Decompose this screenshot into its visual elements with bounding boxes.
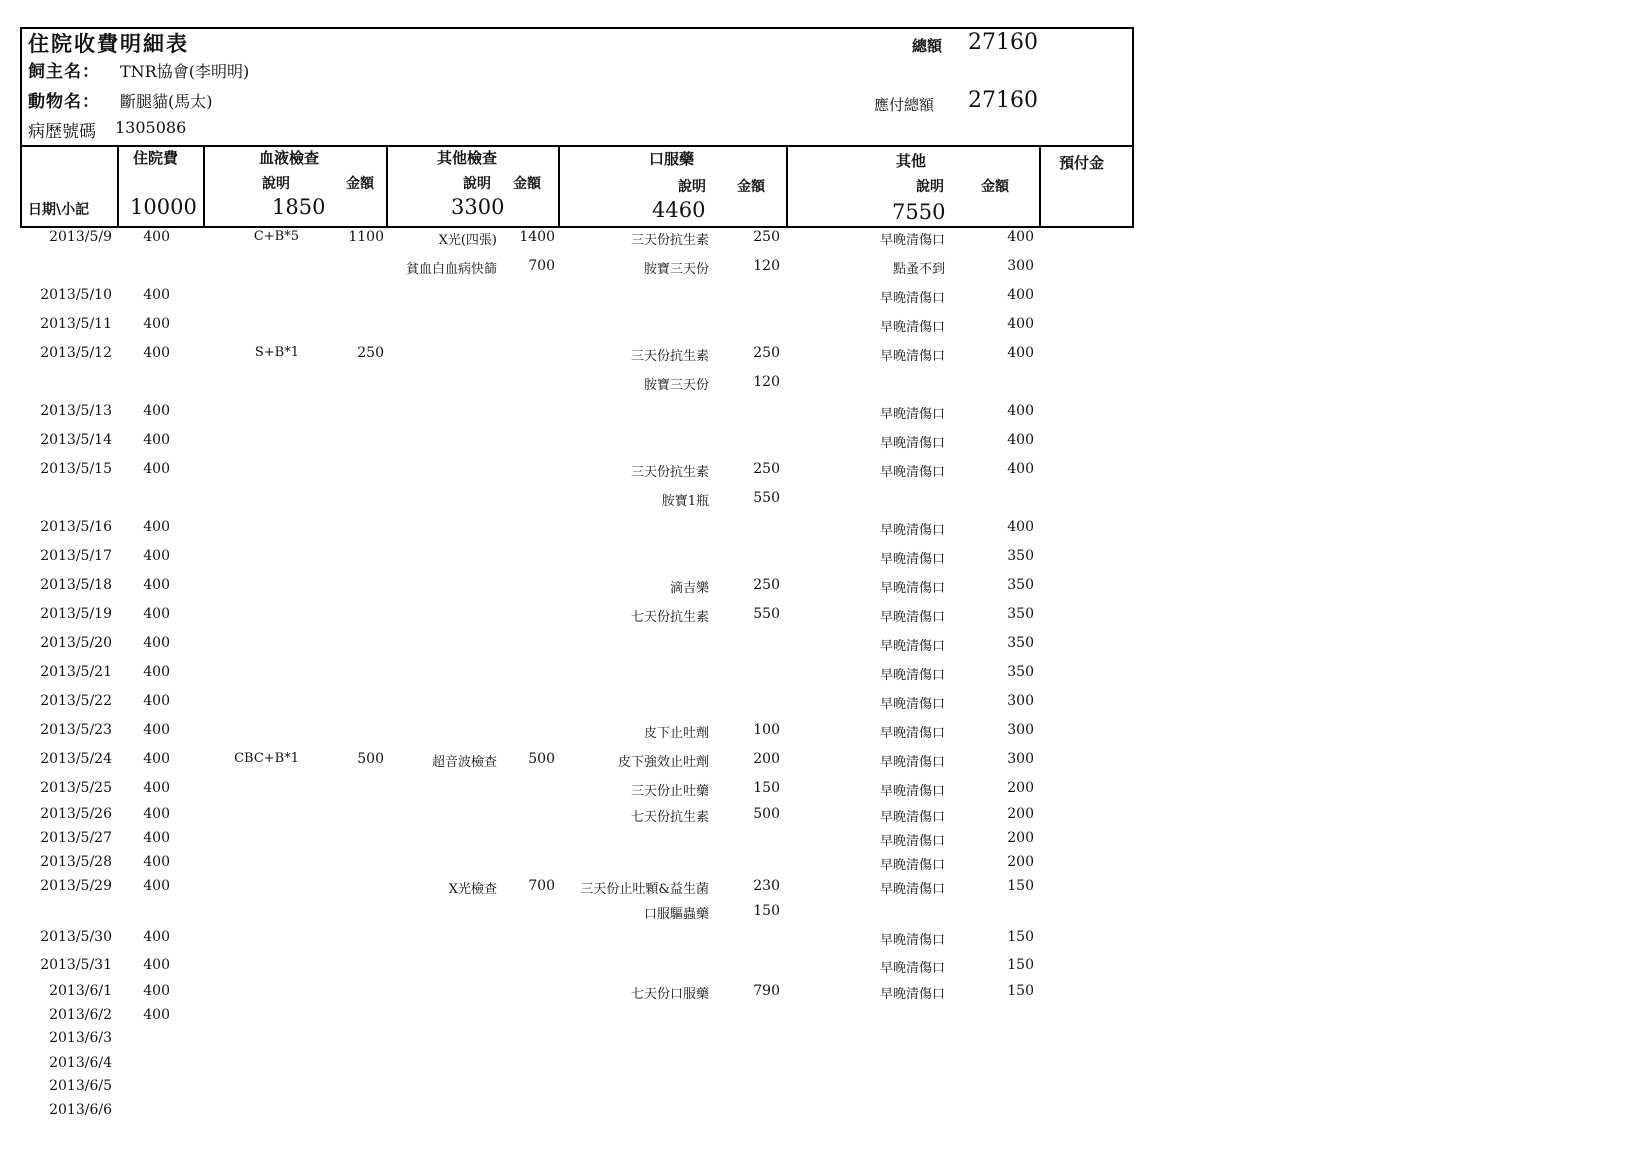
other-amount-cell: 400 <box>1007 519 1034 535</box>
other-exam-amt-label: 金額 <box>513 176 541 192</box>
exam-desc-cell: X光(四張) <box>438 233 497 248</box>
document-title: 住院收費明細表 <box>28 31 189 56</box>
other-amount-cell: 200 <box>1007 854 1034 870</box>
other-amount-cell: 300 <box>1007 751 1034 767</box>
table-row <box>0 403 1100 423</box>
table-row <box>0 806 1100 826</box>
other-desc-cell: 早晚清傷口 <box>879 810 945 825</box>
table-row <box>0 693 1100 713</box>
oral-amount-cell: 250 <box>753 461 780 477</box>
date-cell: 2013/5/22 <box>40 693 112 709</box>
owner-label: 飼主名： <box>28 62 100 82</box>
oral-amount-cell: 100 <box>753 722 780 738</box>
oral-amount-cell: 200 <box>753 751 780 767</box>
other-amount-cell: 150 <box>1007 878 1034 894</box>
other-amount-cell: 400 <box>1007 287 1034 303</box>
hospital-fee-cell: 400 <box>143 548 170 564</box>
hospital-fee-cell: 400 <box>143 751 170 767</box>
other-desc-cell: 早晚清傷口 <box>879 291 945 306</box>
oral-desc-cell: 胺寶三天份 <box>643 378 709 393</box>
oral-amount-cell: 250 <box>753 229 780 245</box>
hospital-fee-cell: 400 <box>143 664 170 680</box>
table-row <box>0 519 1100 539</box>
date-cell: 2013/5/29 <box>40 878 112 894</box>
oral-desc-cell: 三天份抗生素 <box>630 233 709 248</box>
total-value: 27160 <box>968 30 1038 55</box>
oral-amount-cell: 250 <box>753 577 780 593</box>
date-cell: 2013/5/18 <box>40 577 112 593</box>
other-exam-label: 其他檢查 <box>437 149 498 167</box>
record-label: 病歷號碼 <box>28 122 96 142</box>
oral-desc-cell: 七天份抗生素 <box>630 610 709 625</box>
other-desc-cell: 早晚清傷口 <box>879 581 945 596</box>
col-divider <box>386 145 388 228</box>
date-cell: 2013/5/17 <box>40 548 112 564</box>
other-desc-cell: 早晚清傷口 <box>879 882 945 897</box>
other-desc-cell: 早晚清傷口 <box>879 349 945 364</box>
other-desc-cell: 早晚清傷口 <box>879 834 945 849</box>
col-divider <box>1039 145 1041 228</box>
oral-desc-cell: 七天份抗生素 <box>630 810 709 825</box>
other-desc-cell: 早晚清傷口 <box>879 784 945 799</box>
other-desc-cell: 點蚤不到 <box>892 262 945 277</box>
other-amount-cell: 150 <box>1007 929 1034 945</box>
hospital-fee-cell: 400 <box>143 693 170 709</box>
table-row <box>0 635 1100 655</box>
date-cell: 2013/5/25 <box>40 780 112 796</box>
oral-amount-cell: 250 <box>753 345 780 361</box>
table-row <box>0 374 1100 394</box>
date-cell: 2013/5/14 <box>40 432 112 448</box>
blood-amt-label: 金額 <box>346 176 374 192</box>
date-cell: 2013/5/24 <box>40 751 112 767</box>
date-cell: 2013/6/2 <box>49 1007 112 1023</box>
table-row <box>0 577 1100 597</box>
hospital-fee-cell: 400 <box>143 635 170 651</box>
other-amount-cell: 400 <box>1007 403 1034 419</box>
oral-desc-cell: 皮下強效止吐劑 <box>617 755 709 770</box>
blood-desc-label: 說明 <box>262 176 290 192</box>
table-row <box>0 1030 1100 1050</box>
oral-amount-cell: 150 <box>753 903 780 919</box>
other-amount-cell: 350 <box>1007 606 1034 622</box>
other-amount-cell: 350 <box>1007 548 1034 564</box>
other-amount-cell: 400 <box>1007 316 1034 332</box>
total-label: 總額 <box>912 37 943 55</box>
hospital-fee-cell: 400 <box>143 722 170 738</box>
table-row <box>0 1055 1100 1075</box>
hospital-fee-cell: 400 <box>143 929 170 945</box>
hospital-fee-cell: 400 <box>143 229 170 245</box>
hospital-fee-cell: 400 <box>143 519 170 535</box>
other-desc-cell: 早晚清傷口 <box>879 465 945 480</box>
date-cell: 2013/5/21 <box>40 664 112 680</box>
other-amount-cell: 300 <box>1007 258 1034 274</box>
other-label: 其他 <box>896 152 927 170</box>
oral-amount-cell: 120 <box>753 258 780 274</box>
other-desc-label: 說明 <box>916 179 944 195</box>
other-desc-cell: 早晚清傷口 <box>879 407 945 422</box>
other-amount-cell: 400 <box>1007 432 1034 448</box>
blood-total: 1850 <box>272 195 326 219</box>
hospital-fee-cell: 400 <box>143 878 170 894</box>
other-amount-cell: 400 <box>1007 345 1034 361</box>
other-desc-cell: 早晚清傷口 <box>879 639 945 654</box>
other-amount-cell: 300 <box>1007 693 1034 709</box>
oral-amt-label: 金額 <box>737 179 765 195</box>
date-cell: 2013/5/31 <box>40 957 112 973</box>
oral-desc-cell: 口服驅蟲藥 <box>643 907 709 922</box>
other-desc-cell: 早晚清傷口 <box>879 320 945 335</box>
other-amount-cell: 150 <box>1007 983 1034 999</box>
table-row <box>0 722 1100 742</box>
hospital-fee-cell: 400 <box>143 403 170 419</box>
exam-desc-cell: X光檢查 <box>448 882 497 897</box>
other-desc-cell: 早晚清傷口 <box>879 436 945 451</box>
record-number: 1305086 <box>115 118 187 137</box>
table-row <box>0 548 1100 568</box>
blood-amount-cell: 500 <box>357 751 384 767</box>
oral-desc-cell: 胺寶三天份 <box>643 262 709 277</box>
blood-desc-cell: S+B*1 <box>254 345 299 360</box>
oral-desc-cell: 三天份止吐顆&益生菌 <box>580 882 709 897</box>
col-divider <box>786 145 788 228</box>
oral-amount-cell: 550 <box>753 606 780 622</box>
blood-desc-cell: C+B*5 <box>253 229 299 244</box>
hospital-fee-cell: 400 <box>143 1007 170 1023</box>
table-row <box>0 1102 1100 1122</box>
other-desc-cell: 早晚清傷口 <box>879 523 945 538</box>
oral-desc-cell: 三天份抗生素 <box>630 349 709 364</box>
table-row <box>0 878 1100 898</box>
table-row <box>0 830 1100 850</box>
date-cell: 2013/5/28 <box>40 854 112 870</box>
other-total: 7550 <box>892 200 946 224</box>
oral-med-label: 口服藥 <box>649 150 695 168</box>
table-row <box>0 229 1100 249</box>
exam-amount-cell: 500 <box>528 751 555 767</box>
oral-amount-cell: 230 <box>753 878 780 894</box>
oral-desc-label: 說明 <box>678 179 706 195</box>
date-cell: 2013/6/6 <box>49 1102 112 1118</box>
other-desc-cell: 早晚清傷口 <box>879 552 945 567</box>
other-desc-cell: 早晚清傷口 <box>879 726 945 741</box>
col-divider <box>558 145 560 228</box>
table-row <box>0 751 1100 771</box>
date-cell: 2013/5/20 <box>40 635 112 651</box>
other-desc-cell: 早晚清傷口 <box>879 858 945 873</box>
table-row <box>0 983 1100 1003</box>
hospital-fee-cell: 400 <box>143 345 170 361</box>
other-desc-cell: 早晚清傷口 <box>879 697 945 712</box>
hospital-fee-cell: 400 <box>143 957 170 973</box>
other-exam-total: 3300 <box>451 195 505 219</box>
col-divider <box>117 145 119 228</box>
table-row <box>0 903 1100 923</box>
oral-amount-cell: 150 <box>753 780 780 796</box>
hospital-fee-cell: 400 <box>143 577 170 593</box>
table-row <box>0 929 1100 949</box>
table-row <box>0 258 1100 278</box>
date-col-label: 日期\小記 <box>28 202 90 218</box>
blood-amount-cell: 1100 <box>348 229 384 245</box>
table-row <box>0 316 1100 336</box>
date-cell: 2013/5/23 <box>40 722 112 738</box>
hospital-fee-cell: 400 <box>143 432 170 448</box>
date-cell: 2013/5/13 <box>40 403 112 419</box>
date-cell: 2013/6/1 <box>49 983 112 999</box>
hospital-fee-cell: 400 <box>143 830 170 846</box>
hospital-fee-cell: 400 <box>143 287 170 303</box>
oral-total: 4460 <box>652 198 706 222</box>
table-row <box>0 854 1100 874</box>
date-cell: 2013/5/27 <box>40 830 112 846</box>
date-cell: 2013/5/10 <box>40 287 112 303</box>
date-cell: 2013/5/12 <box>40 345 112 361</box>
exam-desc-cell: 貧血白血病快篩 <box>405 262 497 277</box>
oral-amount-cell: 790 <box>753 983 780 999</box>
other-amount-cell: 350 <box>1007 577 1034 593</box>
hospital-fee-cell: 400 <box>143 461 170 477</box>
other-amount-cell: 200 <box>1007 830 1034 846</box>
animal-value: 斷腿貓(馬太) <box>120 92 213 111</box>
exam-desc-cell: 超音波檢查 <box>431 755 497 770</box>
oral-desc-cell: 皮下止吐劑 <box>643 726 709 741</box>
hospital-fee-cell: 400 <box>143 780 170 796</box>
blood-test-label: 血液檢查 <box>259 149 320 167</box>
hospital-fee-cell: 400 <box>143 316 170 332</box>
other-desc-cell: 早晚清傷口 <box>879 987 945 1002</box>
table-row <box>0 1078 1100 1098</box>
exam-amount-cell: 700 <box>528 258 555 274</box>
other-amount-cell: 350 <box>1007 635 1034 651</box>
other-amount-cell: 150 <box>1007 957 1034 973</box>
table-row <box>0 432 1100 452</box>
other-amount-cell: 400 <box>1007 461 1034 477</box>
other-amt-label: 金額 <box>981 179 1009 195</box>
oral-amount-cell: 120 <box>753 374 780 390</box>
exam-amount-cell: 700 <box>528 878 555 894</box>
date-cell: 2013/6/4 <box>49 1055 112 1071</box>
other-amount-cell: 300 <box>1007 722 1034 738</box>
other-desc-cell: 早晚清傷口 <box>879 610 945 625</box>
exam-amount-cell: 1400 <box>519 229 555 245</box>
payable-value: 27160 <box>968 88 1038 113</box>
hospital-fee-cell: 400 <box>143 606 170 622</box>
hospital-fee-cell: 400 <box>143 806 170 822</box>
date-cell: 2013/5/16 <box>40 519 112 535</box>
oral-desc-cell: 三天份止吐藥 <box>630 784 709 799</box>
date-cell: 2013/5/26 <box>40 806 112 822</box>
oral-amount-cell: 550 <box>753 490 780 506</box>
table-row <box>0 957 1100 977</box>
oral-desc-cell: 滴吉樂 <box>669 581 709 596</box>
col-divider <box>203 145 205 228</box>
date-cell: 2013/5/11 <box>40 316 112 332</box>
hospital-fee-cell: 400 <box>143 983 170 999</box>
other-desc-cell: 早晚清傷口 <box>879 933 945 948</box>
prepayment-label: 預付金 <box>1059 154 1105 172</box>
oral-desc-cell: 胺寶1瓶 <box>661 494 709 509</box>
date-cell: 2013/5/9 <box>49 229 112 245</box>
table-row <box>0 780 1100 800</box>
oral-amount-cell: 500 <box>753 806 780 822</box>
other-desc-cell: 早晚清傷口 <box>879 668 945 683</box>
date-cell: 2013/6/5 <box>49 1078 112 1094</box>
other-amount-cell: 200 <box>1007 780 1034 796</box>
date-cell: 2013/5/30 <box>40 929 112 945</box>
other-amount-cell: 400 <box>1007 229 1034 245</box>
animal-label: 動物名： <box>28 92 100 112</box>
date-cell: 2013/5/15 <box>40 461 112 477</box>
blood-desc-cell: CBC+B*1 <box>234 751 299 766</box>
hospital-fee-cell: 400 <box>143 854 170 870</box>
other-desc-cell: 早晚清傷口 <box>879 233 945 248</box>
oral-desc-cell: 七天份口服藥 <box>630 987 709 1002</box>
table-row <box>0 606 1100 626</box>
date-cell: 2013/6/3 <box>49 1030 112 1046</box>
other-desc-cell: 早晚清傷口 <box>879 755 945 770</box>
other-amount-cell: 200 <box>1007 806 1034 822</box>
other-exam-desc-label: 說明 <box>463 176 491 192</box>
hospital-fee-label: 住院費 <box>133 149 179 167</box>
date-cell: 2013/5/19 <box>40 606 112 622</box>
hospital-fee-total: 10000 <box>130 195 197 219</box>
payable-label: 應付總額 <box>874 96 935 114</box>
other-amount-cell: 350 <box>1007 664 1034 680</box>
table-row <box>0 345 1100 365</box>
other-desc-cell: 早晚清傷口 <box>879 961 945 976</box>
owner-value: TNR協會(李明明) <box>120 62 250 81</box>
blood-amount-cell: 250 <box>357 345 384 361</box>
table-row <box>0 461 1100 481</box>
oral-desc-cell: 三天份抗生素 <box>630 465 709 480</box>
table-row <box>0 664 1100 684</box>
table-row <box>0 490 1100 510</box>
table-row <box>0 1007 1100 1027</box>
table-row <box>0 287 1100 307</box>
